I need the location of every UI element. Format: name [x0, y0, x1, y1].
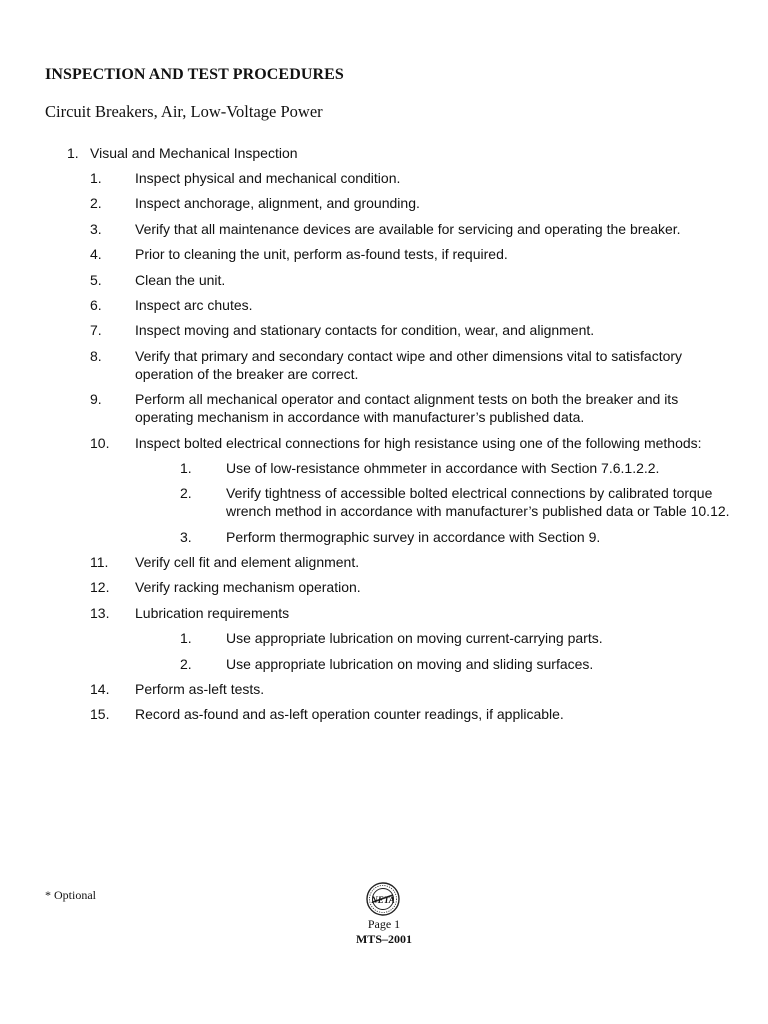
item-text: Prior to cleaning the unit, perform as-found tests, if required.	[135, 246, 508, 263]
item-number: 7.	[90, 322, 102, 339]
svg-text:NETA: NETA	[371, 895, 395, 905]
item-number: 14.	[90, 681, 110, 698]
item-number: 15.	[90, 706, 110, 723]
list-item	[0, 680, 768, 698]
item-text: Inspect moving and stationary contacts for condition, wear, and alignment.	[135, 322, 595, 339]
list-item	[0, 578, 768, 596]
page-title: INSPECTION AND TEST PROCEDURES	[45, 66, 344, 83]
item-text: Inspect physical and mechanical condition.	[135, 170, 401, 186]
footnote: * Optional	[45, 888, 96, 902]
procedure-body	[0, 144, 768, 731]
page-number: Page 1	[367, 917, 401, 931]
document-code: MTS–2001	[355, 932, 412, 946]
sub-list-item	[0, 459, 768, 477]
item-number: 5.	[90, 271, 102, 288]
item-text: Perform as-left tests.	[135, 681, 265, 698]
neta-logo-icon	[366, 882, 400, 916]
list-item	[0, 194, 768, 212]
item-text: Inspect bolted electrical connections for high resistance using one of the following methods:	[135, 434, 702, 451]
item-number: 9.	[90, 391, 102, 408]
sub-item-text: Use of low-resistance ohmmeter in accordance with Section 7.6.1.2.2.	[226, 459, 660, 476]
item-text: Record as-found and as-left operation counter readings, if applicable.	[135, 706, 564, 723]
sub-item-number: 1.	[180, 630, 192, 647]
sub-list-item	[0, 629, 768, 647]
sub-item-number: 2.	[180, 655, 192, 672]
item-text: Verify that primary and secondary contact wipe and other dimensions vital to satisfactory operation of the breaker are correct.	[135, 347, 683, 382]
list-item	[0, 245, 768, 263]
list-item	[0, 390, 768, 426]
sub-item-text: Use appropriate lubrication on moving current-carrying parts.	[226, 630, 603, 647]
list-item	[0, 296, 768, 314]
item-text: Inspect anchorage, alignment, and grounding.	[135, 195, 420, 212]
sub-item-text: Verify tightness of accessible bolted electrical connections by calibrated torque wrench method in accordance with manufacturer’s published data or Table 10.12.	[226, 485, 730, 520]
item-number: 6.	[90, 296, 102, 313]
list-item	[0, 271, 768, 289]
procedure-list	[0, 169, 768, 723]
list-item	[0, 705, 768, 723]
item-number: 12.	[90, 579, 110, 596]
list-item	[0, 434, 768, 452]
page-subtitle: Circuit Breakers, Air, Low-Voltage Power	[45, 102, 323, 121]
sub-item-number: 2.	[180, 485, 192, 502]
section-label: Visual and Mechanical Inspection	[90, 145, 298, 161]
item-number: 3.	[90, 220, 102, 237]
sub-list-item	[0, 484, 768, 520]
item-text: Clean the unit.	[135, 271, 226, 288]
sub-list-item	[0, 528, 768, 546]
list-item	[0, 553, 768, 571]
item-number: 2.	[90, 195, 102, 212]
sub-item-text: Use appropriate lubrication on moving and sliding surfaces.	[226, 655, 594, 672]
list-item	[0, 347, 768, 383]
item-text: Verify cell fit and element alignment.	[135, 554, 360, 571]
sub-item-number: 1.	[180, 459, 192, 476]
item-text: Perform all mechanical operator and contact alignment tests on both the breaker and its operating mechanism in accordance with manufacturer’s published data.	[135, 391, 679, 426]
item-number: 13.	[90, 604, 110, 621]
item-number: 1.	[90, 170, 102, 186]
section-heading	[0, 144, 768, 162]
item-number: 10.	[90, 434, 110, 451]
list-item	[0, 220, 768, 238]
sub-item-text: Perform thermographic survey in accordance with Section 9.	[226, 528, 601, 545]
list-item	[0, 321, 768, 339]
list-item	[0, 604, 768, 622]
item-number: 11.	[90, 554, 109, 571]
item-number: 8.	[90, 347, 102, 364]
sub-item-number: 3.	[180, 528, 192, 545]
item-text: Verify that all maintenance devices are available for servicing and operating the breaker.	[135, 220, 681, 237]
item-text: Verify racking mechanism operation.	[135, 579, 361, 596]
list-item	[0, 169, 768, 187]
sub-list-item	[0, 655, 768, 673]
item-text: Inspect arc chutes.	[135, 296, 253, 313]
item-text: Lubrication requirements	[135, 604, 290, 621]
item-number: 4.	[90, 246, 102, 263]
section-number: 1.	[67, 145, 79, 161]
